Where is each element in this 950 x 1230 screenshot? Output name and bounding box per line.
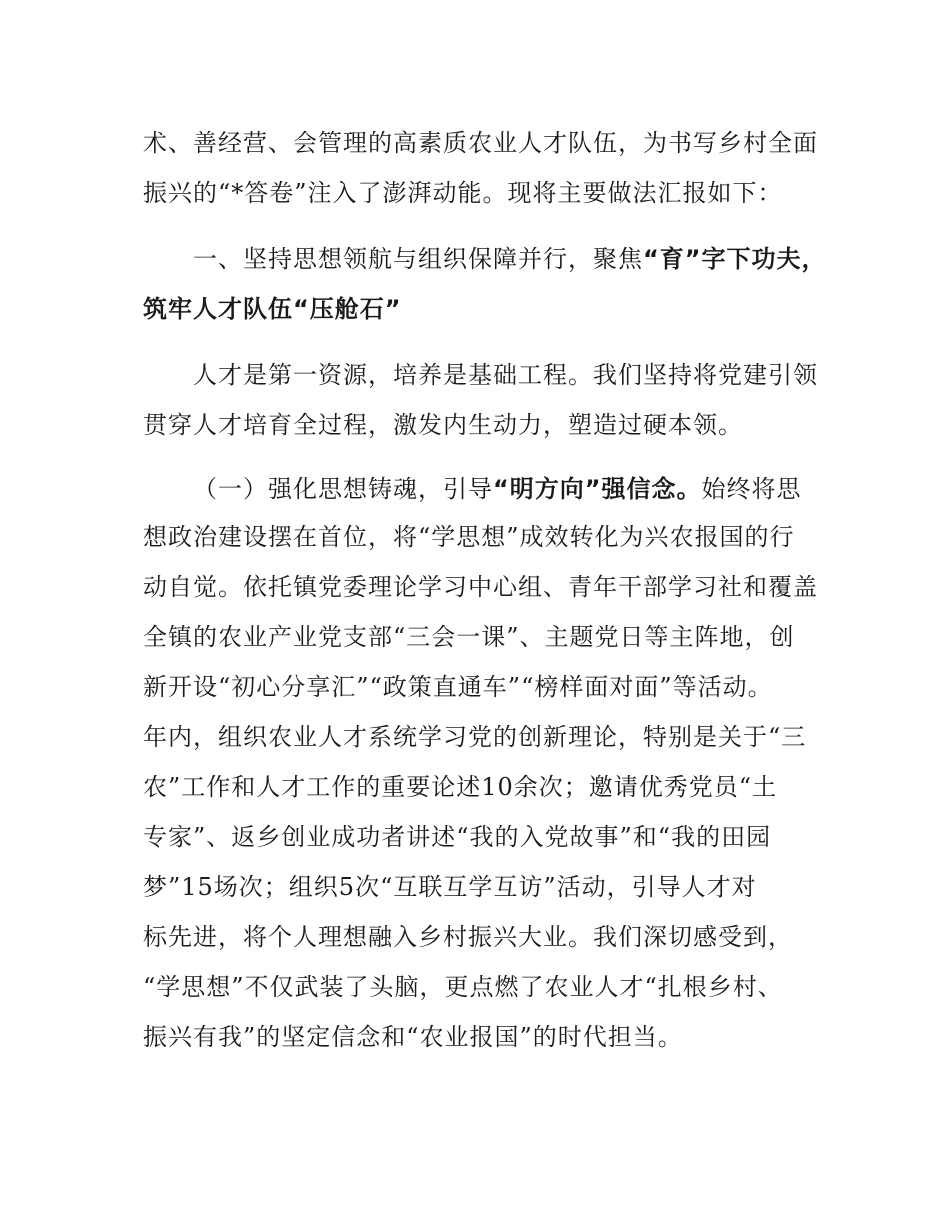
section-para-line-2: 贯穿人才培育全过程，激发内生动力，塑造过硬本领。: [143, 411, 743, 439]
section-heading-emphasis: “育”字下功夫，: [643, 245, 827, 273]
subsection-line-rest: 始终将思: [701, 475, 802, 503]
section-para-line-1: 人才是第一资源，培养是基础工程。我们坚持将党建引领: [193, 361, 818, 389]
section-heading-prefix: 一、坚持思想领航与组织保障并行，聚焦: [193, 245, 643, 273]
body-line: 全镇的农业产业党支部“三会一课”、主题党日等主阵地，创: [143, 623, 795, 651]
intro-line-1: 术、善经营、会管理的高素质农业人才队伍，为书写乡村全面: [143, 129, 818, 157]
body-line: 新开设“初心分享汇”“政策直通车”“榜样面对面”等活动。: [143, 673, 773, 701]
subsection-heading-line: [193, 474, 833, 504]
body-line: 专家”、返乡创业成功者讲述“我的入党故事”和“我的田园: [143, 823, 772, 851]
body-line: 动自觉。依托镇党委理论学习中心组、青年干部学习社和覆盖: [143, 573, 818, 601]
body-line: 标先进，将个人理想融入乡村振兴大业。我们深切感受到，: [143, 923, 793, 951]
body-line: 梦”15场次；组织5次“互联互学互访”活动，引导人才对: [143, 873, 757, 901]
body-line: “学思想”不仅武装了头脑，更点燃了农业人才“扎根乡村、: [143, 973, 783, 1001]
body-line: 振兴有我”的坚定信念和“农业报国”的时代担当。: [143, 1023, 683, 1051]
section-heading-line-1: [193, 244, 833, 274]
section-heading-line-2: 筑牢人才队伍“压舱石”: [143, 295, 402, 323]
subsection-title: “明方向”强信念。: [493, 475, 702, 503]
intro-line-2: 振兴的“*答卷”注入了澎湃动能。现将主要做法汇报如下：: [143, 179, 783, 207]
body-line: 年内，组织农业人才系统学习党的创新理论，特别是关于“三: [143, 723, 807, 751]
body-line: 农”工作和人才工作的重要论述10余次；邀请优秀党员“土: [143, 773, 778, 801]
body-line: 想政治建设摆在首位，将“学思想”成效转化为兴农报国的行: [143, 523, 795, 551]
subsection-prefix: （一）强化思想铸魂，引导: [193, 475, 493, 503]
